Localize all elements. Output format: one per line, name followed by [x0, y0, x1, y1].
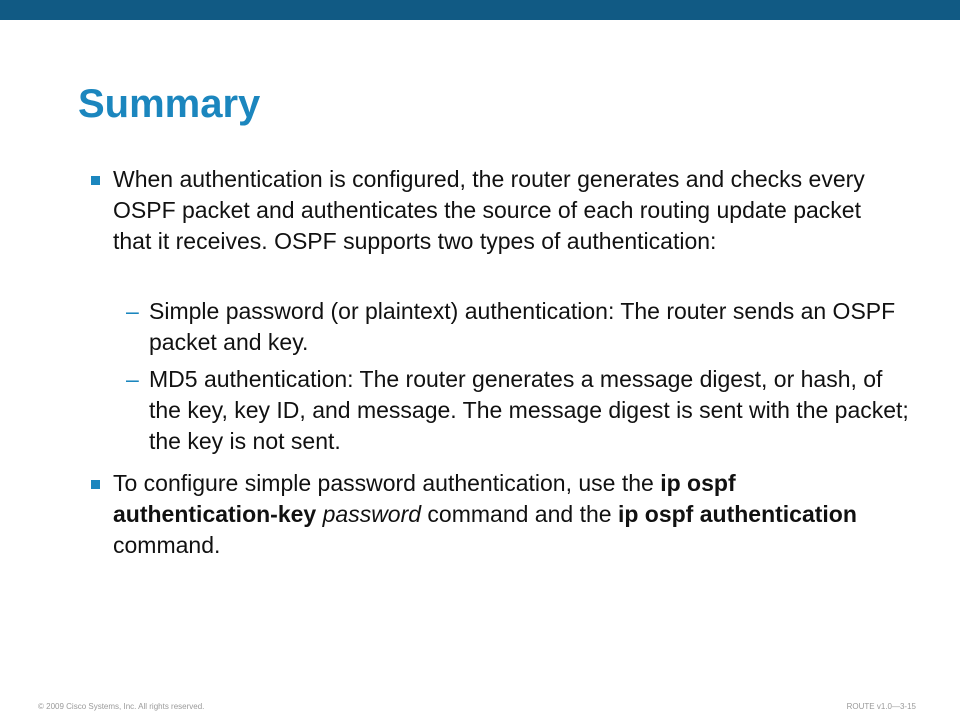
- command-text: To configure simple password authentication, use the: [113, 470, 661, 496]
- subitem-md5: MD5 authentication: The router generates a message digest, or hash, of the key, key ID, and message. The message digest is sent with the packet; the key is not sent.: [149, 366, 909, 454]
- bullet-authentication-overview: When authentication is configured, the router generates and checks every OSPF packet and authenticates the source of each routing update packet that it receives. OSPF supports two types of authentication:: [113, 166, 865, 254]
- command-argument: password: [322, 501, 422, 527]
- command-keyword: ip ospf authentication: [617, 501, 857, 527]
- slide-title: Summary: [78, 82, 261, 126]
- dash-bullet-icon: –: [126, 298, 139, 324]
- square-bullet-icon: [91, 176, 100, 185]
- subitem-simple-password: Simple password (or plaintext) authentication: The router sends an OSPF packet and key.: [149, 298, 896, 355]
- bullet-configure-command: [113, 468, 903, 561]
- square-bullet-icon: [91, 480, 100, 489]
- dash-bullet-icon: –: [126, 366, 139, 392]
- footer-slide-ref: ROUTE v1.0—3-15: [846, 702, 916, 711]
- command-keyword: ip ospf authentication-key: [113, 470, 736, 527]
- top-banner: [0, 0, 960, 20]
- command-text: command and the: [421, 501, 618, 527]
- command-text: command.: [113, 532, 221, 558]
- footer-copyright: © 2009 Cisco Systems, Inc. All rights reserved.: [38, 702, 205, 711]
